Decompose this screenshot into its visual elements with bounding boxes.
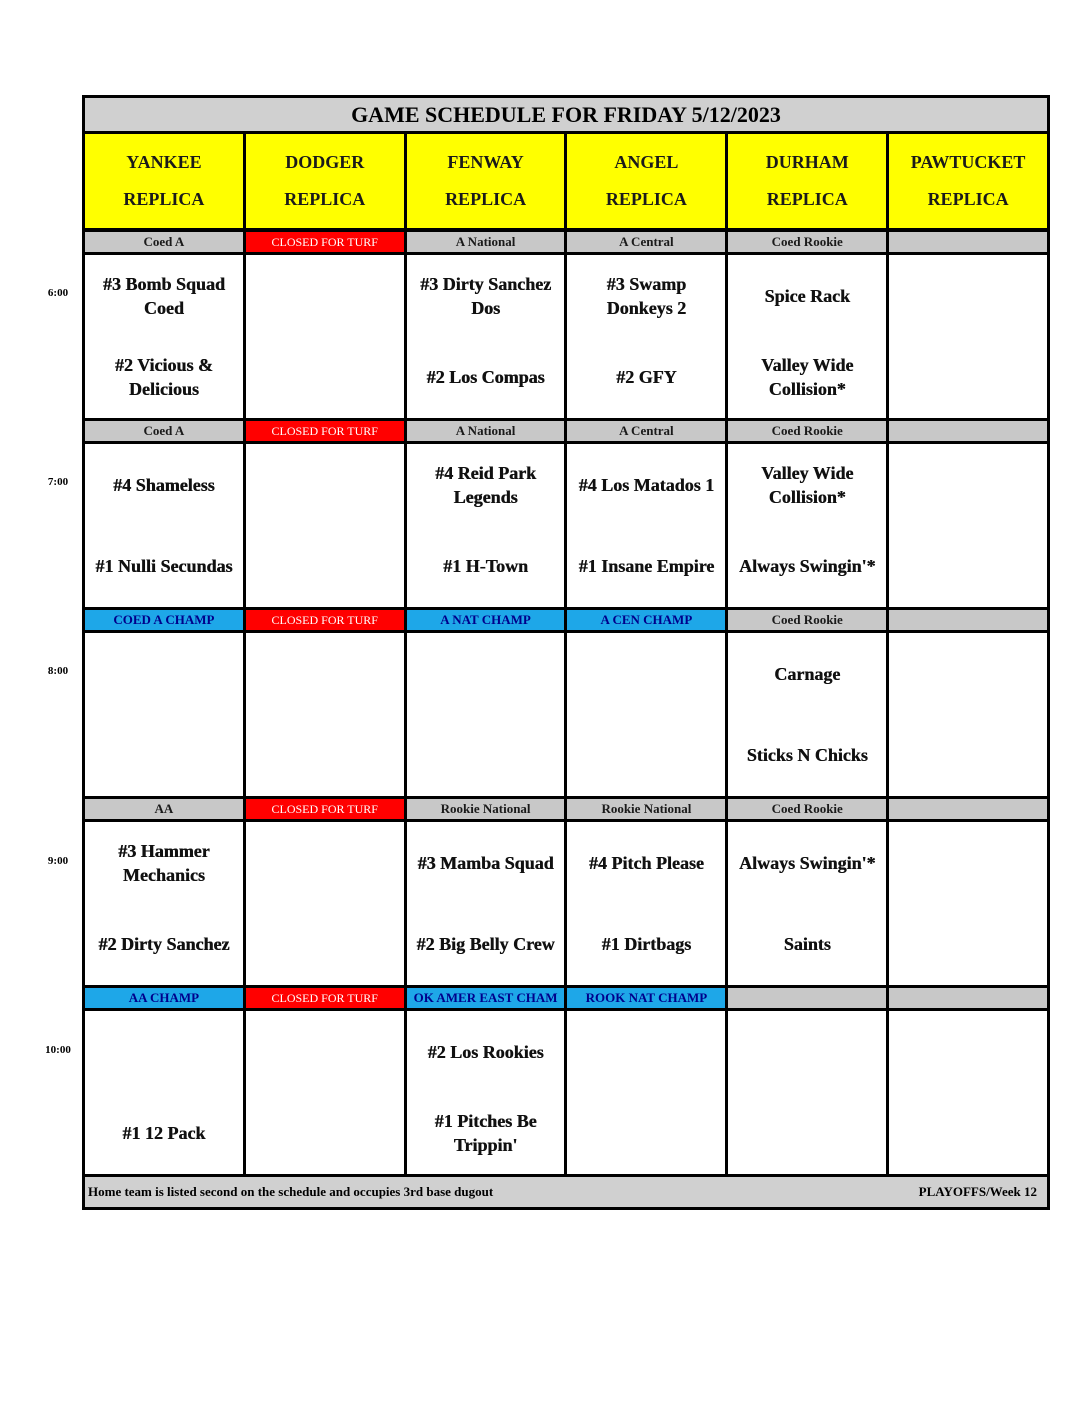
home-team [889,1093,1047,1175]
division-label: CLOSED FOR TURF [246,799,404,819]
time-label: 7:00 [47,476,69,488]
home-team [246,715,404,797]
division-row [85,988,1047,1011]
division-label: CLOSED FOR TURF [246,988,404,1008]
away-team: #3 Mamba Squad [417,852,554,873]
field-sub: REPLICA [284,189,366,209]
field-sub: REPLICA [445,189,527,209]
home-team [567,715,725,797]
game-cell [889,444,1047,607]
home-team [246,526,404,608]
away-team [567,633,725,715]
home-team [889,904,1047,986]
division-row [85,610,1047,633]
away-team [246,255,404,337]
game-cell [567,822,725,985]
time-label: 8:00 [47,665,69,677]
game-cell [889,1011,1047,1174]
division-label: A NAT CHAMP [407,610,565,630]
field-header-row [85,134,1047,232]
home-team [889,715,1047,797]
home-team: #1 H-Town [443,556,528,577]
division-label: Rookie National [407,799,565,819]
game-cell [567,633,725,796]
home-team [567,1093,725,1175]
schedule-table [82,95,1050,1210]
division-label [889,610,1047,630]
game-cell [407,444,565,607]
away-team: Always Swingin'* [738,852,876,873]
away-team [728,1011,886,1093]
game-cell [889,633,1047,796]
division-label [889,988,1047,1008]
division-label: Coed A [85,421,243,441]
division-label: AA [85,799,243,819]
division-label: Coed Rookie [728,421,886,441]
away-team: Spice Rack [764,285,850,306]
game-row [85,633,1047,799]
field-name: DURHAM [765,152,849,172]
home-team [246,337,404,419]
away-team [246,1011,404,1093]
home-team [407,715,565,797]
away-team: #3 Dirty Sanchez Dos [420,273,552,318]
game-cell [246,255,404,418]
field-name: YANKEE [126,152,202,172]
game-cell [407,633,565,796]
away-team: #3 Bomb Squad Coed [102,273,225,318]
division-label: Rookie National [567,799,725,819]
home-team: #2 Big Belly Crew [416,934,555,955]
away-team [246,633,404,715]
division-label: CLOSED FOR TURF [246,610,404,630]
away-team: #3 Swamp Donkeys 2 [606,273,687,318]
away-team [246,444,404,526]
home-team: #2 Vicious & Delicious [114,355,213,400]
field-dodger [246,134,404,228]
game-cell [567,1011,725,1174]
away-team: #4 Los Matados 1 [578,474,715,495]
home-team: #1 12 Pack [122,1123,206,1144]
away-team: #4 Shameless [113,474,215,495]
game-cell [407,255,565,418]
division-label: COED A CHAMP [85,610,243,630]
schedule-footer [85,1177,1047,1207]
away-team: Valley Wide Collision* [761,462,854,507]
game-cell [85,255,243,418]
game-row [85,822,1047,988]
field-name: FENWAY [447,152,524,172]
field-pawtucket [889,134,1047,228]
home-team: #1 Insane Empire [578,556,715,577]
away-team [85,1011,243,1093]
division-label [889,799,1047,819]
game-cell [728,255,886,418]
home-team [889,337,1047,419]
game-cell [407,1011,565,1174]
home-team: Always Swingin'* [738,556,876,577]
away-team [567,1011,725,1093]
field-sub: REPLICA [123,189,205,209]
away-team: #2 Los Rookies [427,1041,544,1062]
away-team [889,255,1047,337]
home-team: #2 Los Compas [426,367,545,388]
field-sub: REPLICA [766,189,848,209]
game-cell [246,444,404,607]
division-row [85,799,1047,822]
division-label: CLOSED FOR TURF [246,421,404,441]
away-team [889,822,1047,904]
away-team: #4 Reid Park Legends [435,462,537,507]
field-name: DODGER [285,152,365,172]
away-team [407,633,565,715]
game-row [85,444,1047,610]
division-row [85,232,1047,255]
time-slots [85,232,1047,1177]
home-team: Valley Wide Collision* [761,355,854,400]
division-label: A CEN CHAMP [567,610,725,630]
game-row [85,255,1047,421]
time-label: 6:00 [47,287,69,299]
home-team-note: Home team is listed second on the schedule and occupies 3rd base dugout [88,1184,494,1199]
schedule-title: GAME SCHEDULE FOR FRIDAY 5/12/2023 [85,98,1047,134]
game-cell [889,822,1047,985]
division-label: A National [407,232,565,252]
field-durham [728,134,886,228]
week-label: PLAYOFFS/Week 12 [918,1184,1037,1199]
home-team: #1 Dirtbags [601,934,692,955]
game-cell [246,822,404,985]
home-team [246,1093,404,1175]
game-cell [889,255,1047,418]
game-cell [85,1011,243,1174]
away-team [889,444,1047,526]
division-row [85,421,1047,444]
division-label [889,232,1047,252]
home-team [246,904,404,986]
division-label: Coed A [85,232,243,252]
game-cell [728,822,886,985]
away-team: #3 Hammer Mechanics [118,840,210,885]
division-label: A National [407,421,565,441]
game-cell [85,822,243,985]
division-label [728,988,886,1008]
time-label: 9:00 [47,855,69,867]
game-cell [567,255,725,418]
home-team: #2 Dirty Sanchez [98,934,230,955]
away-team: Carnage [774,663,841,684]
home-team [85,715,243,797]
division-label [889,421,1047,441]
game-cell [85,633,243,796]
division-label: CLOSED FOR TURF [246,232,404,252]
game-cell [567,444,725,607]
away-team [889,1011,1047,1093]
home-team [728,1093,886,1175]
division-label: Coed Rookie [728,799,886,819]
home-team: Sticks N Chicks [746,745,868,766]
home-team [889,526,1047,608]
division-label: A Central [567,232,725,252]
division-label: Coed Rookie [728,232,886,252]
field-fenway [407,134,565,228]
field-name: PAWTUCKET [910,152,1026,172]
game-cell [246,633,404,796]
away-team: #4 Pitch Please [588,852,704,873]
away-team [246,822,404,904]
division-label: ROOK NAT CHAMP [567,988,725,1008]
field-name: ANGEL [614,152,679,172]
game-cell [85,444,243,607]
field-angel [567,134,725,228]
home-team: #1 Nulli Secundas [95,556,233,577]
home-team: #2 GFY [616,367,677,388]
home-team: #1 Pitches Be Trippin' [434,1111,537,1156]
game-cell [728,444,886,607]
division-label: AA CHAMP [85,988,243,1008]
away-team [889,633,1047,715]
field-sub: REPLICA [605,189,687,209]
division-label: Coed Rookie [728,610,886,630]
field-sub: REPLICA [927,189,1009,209]
division-label: OK AMER EAST CHAM [407,988,565,1008]
game-row [85,1011,1047,1177]
game-cell [407,822,565,985]
game-cell [246,1011,404,1174]
away-team [85,633,243,715]
home-team: Saints [783,934,831,955]
division-label: A Central [567,421,725,441]
field-yankee [85,134,243,228]
game-cell [728,633,886,796]
game-cell [728,1011,886,1174]
time-label: 10:00 [45,1044,71,1056]
